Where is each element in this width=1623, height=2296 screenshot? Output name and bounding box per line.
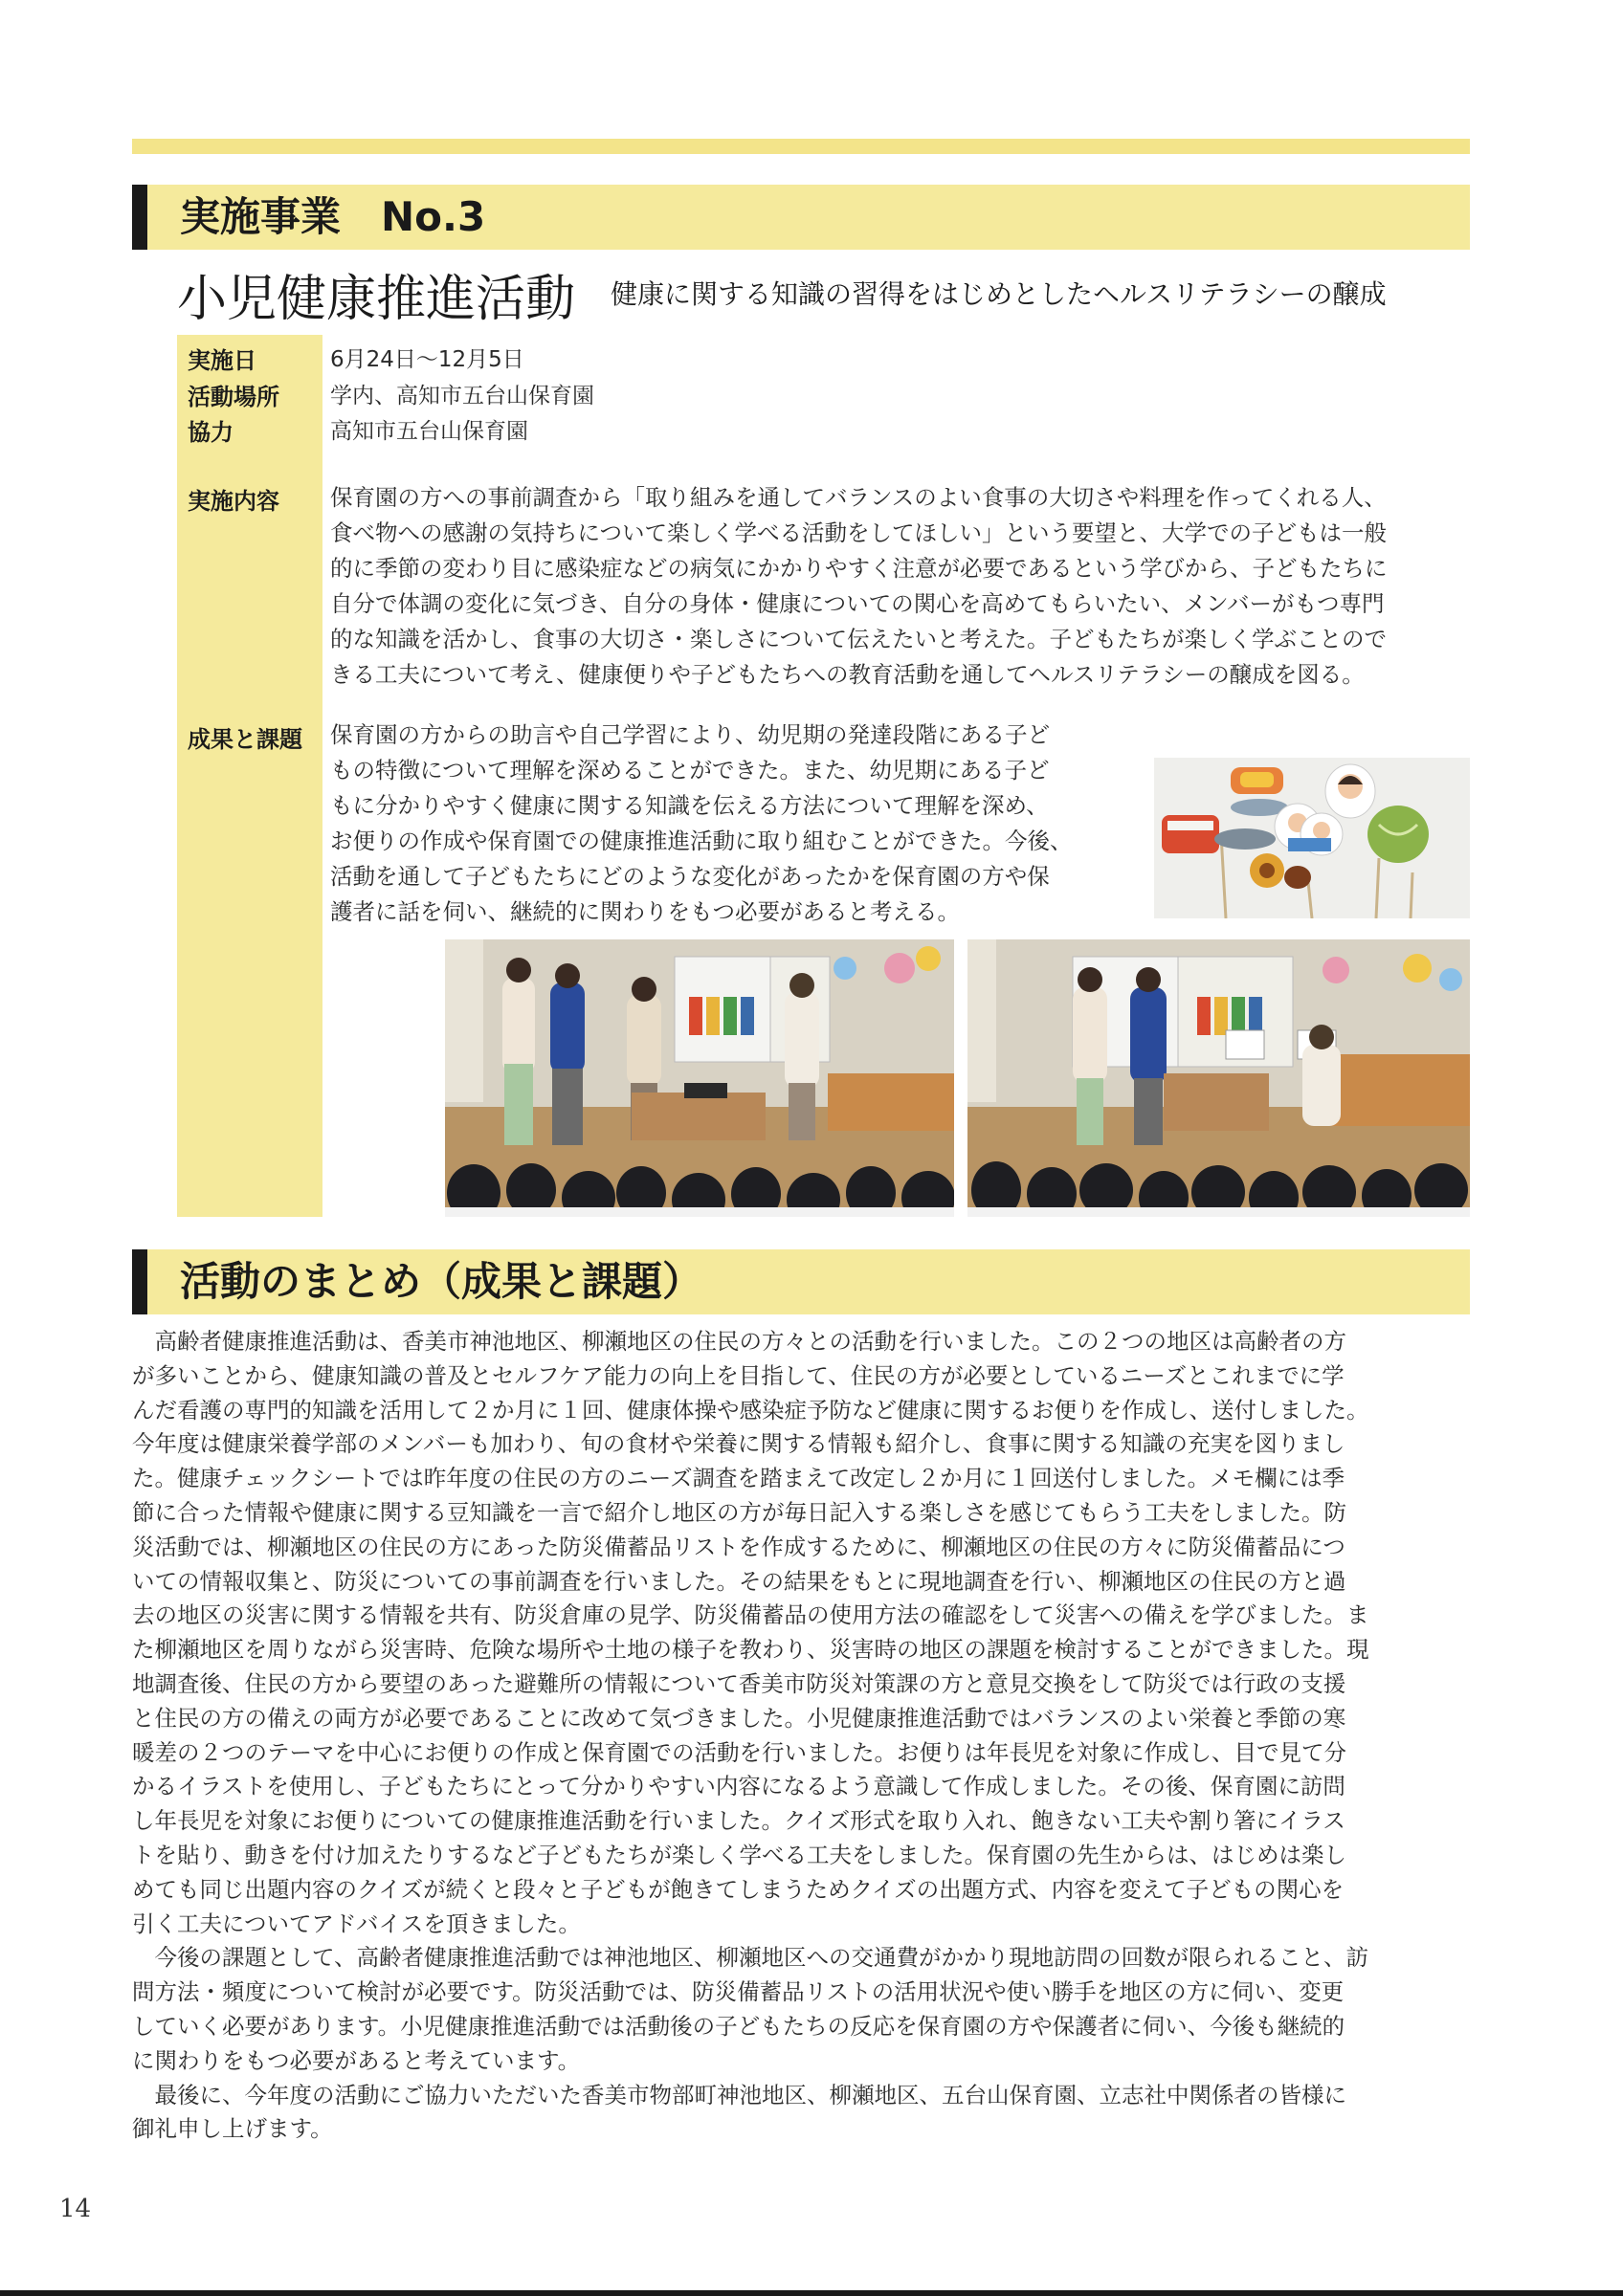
coop-label: 協力 <box>188 419 233 446</box>
page-number: 14 <box>59 2195 92 2223</box>
text-line: 御礼申し上げます。 <box>132 2115 333 2143</box>
text-line: 去の地区の災害に関する情報を共有、防災倉庫の見学、防災備蓄品の使用方法の確認をして災害への備えを学びました。ま <box>132 1601 1369 1629</box>
text-line: きる工夫について考え、健康便りや子どもたちへの教育活動を通してヘルスリテラシーの醸成を図る。 <box>330 661 1365 688</box>
text-line: 的に季節の変わり目に感染症などの病気にかかりやすく注意が必要であるという学びから、子どもたちに <box>330 555 1388 582</box>
text-line: 節に合った情報や健康に関する豆知識を一言で紹介し地区の方が毎日記入する楽しさを感じてもらう工夫をしました。防 <box>132 1498 1346 1526</box>
text-line: 地調査後、住民の方から要望のあった避難所の情報について香美市防災対策課の方と意見交換をして防災では行政の支援 <box>132 1669 1346 1697</box>
text-line: と住民の方の備えの両方が必要であることに改めて気づきました。小児健康推進活動ではバランスのよい栄養と季節の寒 <box>132 1704 1346 1732</box>
text-line: 今年度は健康栄養学部のメンバーも加わり、旬の食材や栄養に関する情報も紹介し、食事に関する知識の充実を図りまし <box>132 1430 1345 1458</box>
date-label: 実施日 <box>188 347 256 374</box>
date-value: 6月24日～12月5日 <box>330 347 524 372</box>
text-line: かるイラストを使用し、子どもたちにとって分かりやすい内容になるよう意識して作成しました。その後、保育園に訪問 <box>132 1773 1345 1800</box>
text-line: 保育園の方への事前調査から「取り組みを通してバランスのよい食事の大切さや料理を作ってくれる人、 <box>330 484 1387 511</box>
header-marker <box>132 1249 147 1314</box>
text-line: 災活動では、柳瀬地区の住民の方にあった防災備蓄品リストを作成するために、柳瀬地区の住民の方々に防災備蓄品につ <box>132 1533 1345 1560</box>
results-text <box>330 718 1144 930</box>
text-line: 高齢者健康推進活動は、香美市神池地区、柳瀬地区の住民の方々との活動を行いました。この２つの地区は高齢者の方 <box>132 1328 1346 1355</box>
text-line: 保育園の方からの助言や自己学習により、幼児期の発達段階にある子ど <box>330 721 1050 748</box>
classroom-activity-photo-left <box>445 939 954 1217</box>
text-line: し年長児を対象にお便りについての健康推進活動を行いました。クイズ形式を取り入れ、飽きない工夫や割り箸にイラス <box>132 1807 1345 1835</box>
text-line: 問方法・頻度について検討が必要です。防災活動では、防災備蓄品リストの活用状況や使い勝手を地区の方に伺い、変更 <box>132 1978 1345 2006</box>
text-line: めても同じ出題内容のクイズが続くと段々と子どもが飽きてしまうためクイズの出題方式、内容を変えて子どもの関心を <box>132 1875 1345 1903</box>
section-header-project <box>132 185 1470 250</box>
text-line: もの特徴について理解を深めることができた。また、幼児期にある子ど <box>330 757 1050 784</box>
section-title: 活動のまとめ（成果と課題） <box>180 1258 703 1305</box>
text-line: お便りの作成や保育園での健康推進活動に取り組むことができた。今後、 <box>330 828 1073 854</box>
content-text <box>330 480 1478 693</box>
text-line: た柳瀬地区を周りながら災害時、危険な場所や土地の様子を教わり、災害時の地区の課題を検討することができました。現 <box>132 1636 1369 1664</box>
text-line: 自分で体調の変化に気づき、自分の身体・健康についての関心を高めてもらいたい、メンバーがもつ専門 <box>330 590 1385 617</box>
text-line: トを貼り、動きを付け加えたりするなど子どもたちが楽しく学べる工夫をしました。保育園の先生からは、はじめは楽し <box>132 1841 1346 1868</box>
text-line: もに分かりやすく健康に関する知識を伝える方法について理解を深め、 <box>330 792 1049 819</box>
text-line: に関わりをもつ必要があると考えています。 <box>132 2046 581 2074</box>
illustration-cards-photo <box>1154 758 1470 918</box>
text-line: 護者に話を伺い、継続的に関わりをもつ必要があると考える。 <box>330 898 960 925</box>
text-line: 食べ物への感謝の気持ちについて楽しく学べる活動をしてほしい」という要望と、大学での子どもは一般 <box>330 519 1388 546</box>
content-label: 実施内容 <box>188 488 279 515</box>
summary-text <box>132 1325 1491 2147</box>
text-line: いての情報収集と、防災についての事前調査を行いました。その結果をもとに現地調査を行い、柳瀬地区の住民の方と過 <box>132 1567 1346 1595</box>
text-line: 暖差の２つのテーマを中心にお便りの作成と保育園での活動を行いました。お便りは年長児を対象に作成し、目で見て分 <box>132 1738 1346 1766</box>
project-subtitle: 健康に関する知識の習得をはじめとしたヘルスリテラシーの醸成 <box>611 278 1387 310</box>
label-column <box>177 335 322 1217</box>
project-title: 小児健康推進活動 <box>177 271 576 328</box>
place-label: 活動場所 <box>188 384 279 410</box>
text-line: 最後に、今年度の活動にご協力いただいた香美市物部町神池地区、柳瀬地区、五台山保育園、立志社中関係者の皆様に <box>132 2081 1346 2108</box>
place-value: 学内、高知市五台山保育園 <box>330 384 594 408</box>
header-marker <box>132 185 147 250</box>
section-header-summary <box>132 1249 1470 1314</box>
top-accent-bar <box>132 139 1470 154</box>
text-line: 引く工夫についてアドバイスを頂きました。 <box>132 1910 581 1937</box>
classroom-activity-photo-right <box>967 939 1470 1217</box>
text-line: た。健康チェックシートでは昨年度の住民の方のニーズ調査を踏まえて改定し２か月に１回送付しました。メモ欄には季 <box>132 1465 1345 1492</box>
text-line: 活動を通して子どもたちにどのような変化があったかを保育園の方や保 <box>330 863 1050 890</box>
text-line: していく必要があります。小児健康推進活動では活動後の子どもたちの反応を保育園の方や保護者に伺い、今後も継続的 <box>132 2012 1345 2040</box>
coop-value: 高知市五台山保育園 <box>330 419 528 444</box>
text-line: 今後の課題として、高齢者健康推進活動では神池地区、柳瀬地区への交通費がかかり現地訪問の回数が限られること、訪 <box>132 1944 1369 1972</box>
bottom-rule <box>0 2290 1623 2296</box>
text-line: んだ看護の専門的知識を活用して２か月に１回、健康体操や感染症予防など健康に関するお便りを作成し、送付しました。 <box>132 1396 1369 1424</box>
text-line: 的な知識を活かし、食事の大切さ・楽しさについて伝えたいと考えた。子どもたちが楽しく学ぶことので <box>330 626 1388 652</box>
results-label: 成果と課題 <box>188 726 302 753</box>
section-title: 実施事業 No.3 <box>180 193 486 240</box>
text-line: が多いことから、健康知識の普及とセルフケア能力の向上を目指して、住民の方が必要としているニーズとこれまでに学 <box>132 1361 1345 1389</box>
